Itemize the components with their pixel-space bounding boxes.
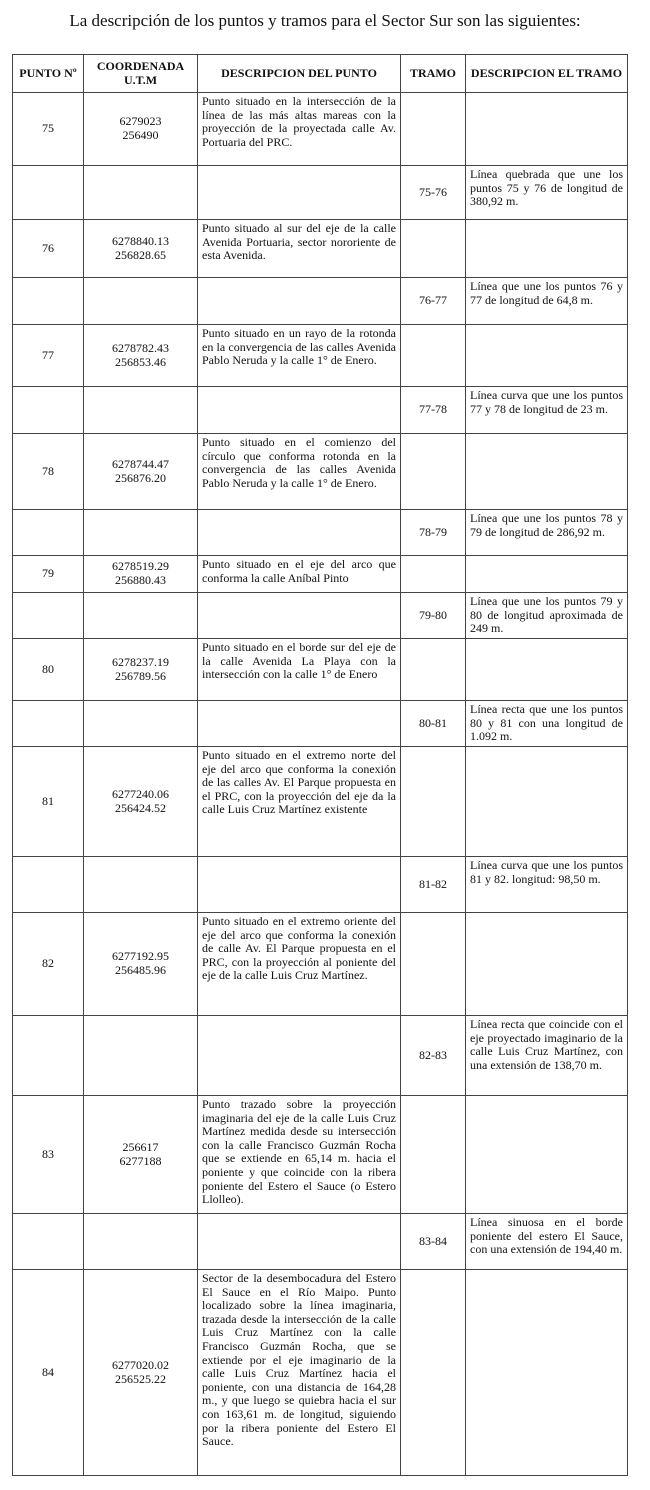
tramo-cell: 77-78: [401, 387, 466, 434]
punto-cell: [13, 278, 84, 325]
coordinate-cell: [84, 325, 198, 387]
tramo-cell: [401, 434, 466, 510]
coordinate-east: 256789.56: [115, 668, 166, 683]
punto-row: [13, 913, 628, 1016]
coordinate-east: 256876.20: [115, 470, 166, 485]
tramo-cell: 79-80: [401, 593, 466, 639]
punto-cell: [13, 701, 84, 747]
coordinate-north: 6278744.47: [112, 456, 169, 471]
tramo-cell: [401, 93, 466, 166]
coordinate-north: 6278840.13: [112, 233, 169, 248]
tramo-description-cell: [466, 220, 628, 278]
section-heading: La descripción de los puntos y tramos para el Sector Sur son las siguientes:: [69, 11, 581, 30]
coordinate-cell: [84, 747, 198, 857]
tramo-cell: [401, 325, 466, 387]
tramo-cell: 76-77: [401, 278, 466, 325]
coordinate-north: 256617: [122, 1139, 159, 1154]
tramo-description-cell: [466, 913, 628, 1016]
tramo-cell: [401, 556, 466, 593]
coordinate-north: 6277192.95: [112, 949, 169, 964]
punto-cell: [13, 387, 84, 434]
coordinate-cell: [84, 220, 198, 278]
tramo-cell: 81-82: [401, 857, 466, 913]
tramo-row: [13, 1214, 628, 1270]
coordinate-cell: [84, 913, 198, 1016]
tramo-description-cell: [466, 434, 628, 510]
coordinate-east: 256853.46: [115, 354, 166, 369]
coordinate-east: 256828.65: [115, 247, 166, 262]
punto-description-cell: Punto situado al sur del eje de la calle Avenida Portuaria, sector nororiente de esta Avenida.: [198, 220, 401, 278]
punto-description-cell: Punto situado en el comienzo del círculo que conforma rotonda en la convergencia de las calles Avenida Pablo Neruda y la calle 1° de Enero.: [198, 434, 401, 510]
tramo-description-cell: Línea que une los puntos 79 y 80 de longitud aproximada de 249 m.: [466, 593, 628, 639]
tramo-description-cell: [466, 1270, 628, 1476]
coordinate-east: 256485.96: [115, 963, 166, 977]
punto-description-cell: Punto trazado sobre la proyección imaginaria del eje de la calle Luis Cruz Martínez medida desde su intersección con la calle Francisco Guzmán Rocha que se extiende en 65,14 m. hacia el poniente y que coincide con la ribera poniente del Estero el Sauce (o Estero Llolleo).: [198, 1096, 401, 1214]
punto-description-cell: Punto situado en la intersección de la línea de las más altas mareas con la proyección de la proyectada calle Av. Portuaria del PRC.: [198, 93, 401, 166]
punto-description-cell: [198, 1016, 401, 1096]
tramo-row: [13, 857, 628, 913]
tramo-description-cell: Línea recta que coincide con el eje proyectado imaginario de la calle Luis Cruz Martínez, con una extensión de 138,70 m.: [466, 1016, 628, 1096]
punto-description-cell: [198, 857, 401, 913]
tramo-row: [13, 278, 628, 325]
punto-cell: 75: [13, 93, 84, 166]
tramo-row: [13, 1016, 628, 1096]
punto-cell: 84: [13, 1270, 84, 1476]
punto-row: [13, 747, 628, 857]
punto-description-cell: [198, 1214, 401, 1270]
punto-cell: 82: [13, 913, 84, 1016]
tramo-description-cell: Línea quebrada que une los puntos 75 y 76 de longitud de 380,92 m.: [466, 166, 628, 220]
tramo-row: [13, 593, 628, 639]
tramo-description-cell: [466, 556, 628, 593]
coordinate-cell: [84, 387, 198, 434]
tramo-cell: 80-81: [401, 701, 466, 747]
tramo-description-cell: [466, 93, 628, 166]
column-header-descripcion-punto: DESCRIPCION DEL PUNTO: [198, 55, 401, 93]
punto-row: [13, 1270, 628, 1476]
coordinate-north: 6277240.06: [112, 786, 169, 801]
punto-cell: 83: [13, 1096, 84, 1214]
coordinate-cell: [84, 166, 198, 220]
coordinate-east: 256424.52: [115, 800, 166, 815]
tramo-row: [13, 510, 628, 556]
coordinate-cell: [84, 1096, 198, 1214]
tramo-description-cell: [466, 325, 628, 387]
punto-description-cell: Sector de la desembocadura del Estero El Sauce en el Río Maipo. Punto localizado sobre la línea imaginaria, trazada desde la intersección de la calle Luis Cruz Martínez con la calle Francisco Guzmán Rocha, que se extiende por el eje imaginario de la calle Luis Cruz Martínez hacia el poniente, con una distancia de 164,28 m., y que luego se quiebra hacia el sur con 163,61 m. de longitud, siguiendo por la ribera poniente del Estero El Sauce.: [198, 1270, 401, 1476]
coordinate-cell: [84, 434, 198, 510]
punto-description-cell: Punto situado en un rayo de la rotonda en la convergencia de las calles Avenida Pablo Neruda y la calle 1° de Enero.: [198, 325, 401, 387]
column-header-tramo: TRAMO: [401, 55, 466, 93]
punto-cell: 80: [13, 639, 84, 701]
coordinate-cell: [84, 556, 198, 593]
punto-cell: 81: [13, 747, 84, 857]
punto-cell: 77: [13, 325, 84, 387]
tramo-cell: [401, 1270, 466, 1476]
tramo-description-cell: Línea que une los puntos 78 y 79 de longitud de 286,92 m.: [466, 510, 628, 556]
coordinate-cell: [84, 639, 198, 701]
tramo-cell: 82-83: [401, 1016, 466, 1096]
coordinate-north: 6278237.19: [112, 654, 169, 669]
punto-row: [13, 220, 628, 278]
tramo-description-cell: Línea recta que une los puntos 80 y 81 con una longitud de 1.092 m.: [466, 701, 628, 747]
punto-cell: 76: [13, 220, 84, 278]
sector-sur-table: [12, 54, 628, 1476]
punto-row: [13, 1096, 628, 1214]
coordinate-north: 6277020.02: [112, 1357, 169, 1372]
punto-description-cell: Punto situado en el eje del arco que conforma la calle Aníbal Pinto: [198, 556, 401, 593]
tramo-cell: [401, 639, 466, 701]
column-header-punto: PUNTO Nº: [13, 55, 84, 93]
coordinate-cell: [84, 278, 198, 325]
tramo-description-cell: [466, 1096, 628, 1214]
coordinate-north: 6278519.29: [112, 559, 169, 574]
punto-description-cell: [198, 166, 401, 220]
coordinate-north: 6278782.43: [112, 340, 169, 355]
punto-cell: [13, 1214, 84, 1270]
punto-description-cell: [198, 510, 401, 556]
punto-description-cell: [198, 593, 401, 639]
coordinate-east: 256880.43: [115, 573, 166, 587]
punto-cell: [13, 1016, 84, 1096]
tramo-cell: [401, 913, 466, 1016]
punto-row: [13, 639, 628, 701]
tramo-cell: 75-76: [401, 166, 466, 220]
coordinate-cell: [84, 1016, 198, 1096]
tramo-description-cell: [466, 639, 628, 701]
tramo-description-cell: [466, 747, 628, 857]
coordinate-east: 256490: [122, 128, 159, 142]
coordinate-cell: [84, 1270, 198, 1476]
tramo-cell: 83-84: [401, 1214, 466, 1270]
tramo-cell: [401, 747, 466, 857]
column-header-coordenada: COORDENADA U.T.M: [84, 55, 198, 93]
punto-description-cell: Punto situado en el extremo norte del eje del arco que conforma la conexión de las calles Av. El Parque propuesta en el PRC, con la proyección del eje da la calle Luis Cruz Martínez existente: [198, 747, 401, 857]
coordinate-cell: [84, 701, 198, 747]
column-header-descripcion-tramo: DESCRIPCION EL TRAMO: [466, 55, 628, 93]
punto-row: [13, 434, 628, 510]
coordinate-east: 6277188: [119, 1153, 162, 1168]
coordinate-cell: [84, 857, 198, 913]
punto-cell: 79: [13, 556, 84, 593]
punto-cell: [13, 593, 84, 639]
tramo-description-cell: Línea sinuosa en el borde poniente del estero El Sauce, con una extensión de 194,40 m.: [466, 1214, 628, 1270]
tramo-row: [13, 701, 628, 747]
tramo-description-cell: Línea que une los puntos 76 y 77 de longitud de 64,8 m.: [466, 278, 628, 325]
coordinate-cell: [84, 93, 198, 166]
coordinate-cell: [84, 593, 198, 639]
tramo-cell: [401, 220, 466, 278]
tramo-cell: 78-79: [401, 510, 466, 556]
punto-cell: [13, 166, 84, 220]
coordinate-cell: [84, 510, 198, 556]
coordinate-east: 256525.22: [115, 1371, 166, 1386]
coordinate-cell: [84, 1214, 198, 1270]
punto-cell: [13, 510, 84, 556]
punto-description-cell: [198, 701, 401, 747]
punto-description-cell: Punto situado en el extremo oriente del eje del arco que conforma la conexión de calle Av. El Parque propuesta en el PRC, con la proyección al poniente del eje de la calle Luis Cruz Martínez.: [198, 913, 401, 1016]
punto-description-cell: [198, 278, 401, 325]
punto-row: [13, 93, 628, 166]
tramo-description-cell: Línea curva que une los puntos 77 y 78 de longitud de 23 m.: [466, 387, 628, 434]
punto-cell: [13, 857, 84, 913]
punto-description-cell: Punto situado en el borde sur del eje de la calle Avenida La Playa con la intersección con la calle 1° de Enero: [198, 639, 401, 701]
table-header-row: [13, 55, 628, 93]
punto-row: [13, 325, 628, 387]
tramo-description-cell: Línea curva que une los puntos 81 y 82. longitud: 98,50 m.: [466, 857, 628, 913]
tramo-row: [13, 387, 628, 434]
punto-cell: 78: [13, 434, 84, 510]
punto-row: [13, 556, 628, 593]
tramo-cell: [401, 1096, 466, 1214]
coordinate-north: 6279023: [119, 114, 162, 129]
punto-description-cell: [198, 387, 401, 434]
tramo-row: [13, 166, 628, 220]
